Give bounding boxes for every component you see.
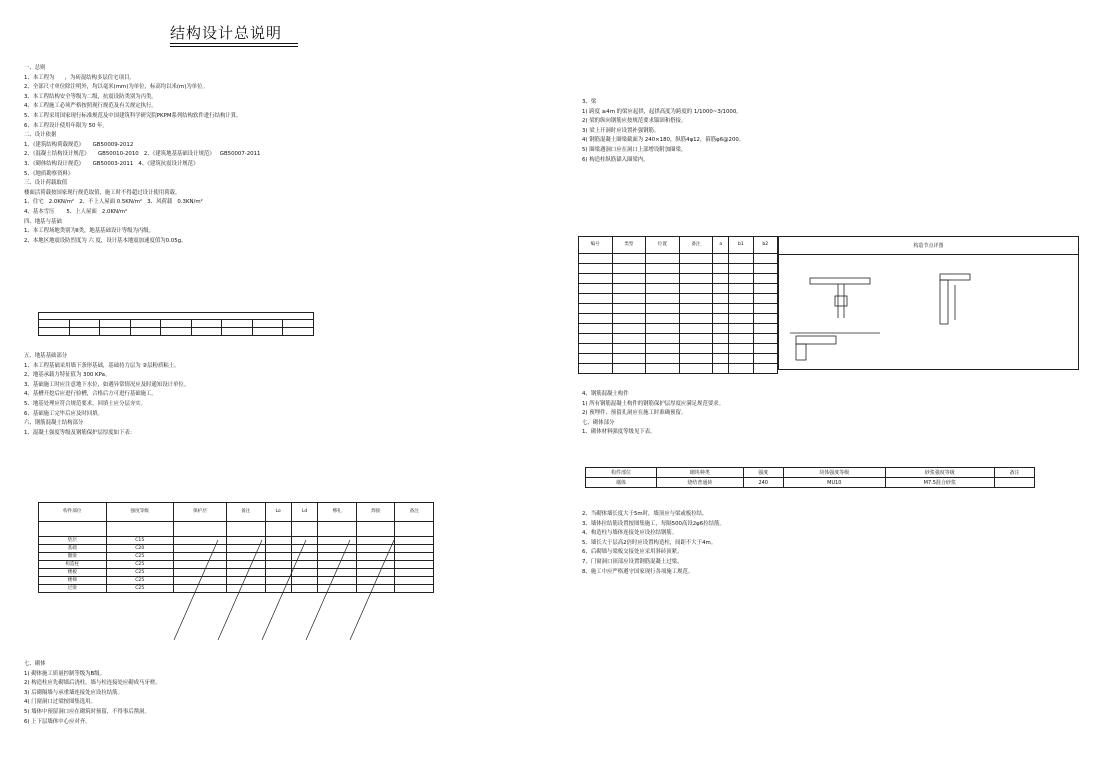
note-line: 1) 跨度 ≥4m 的梁应起拱，起拱高度为跨度的 1/1000~3/1000。 [582, 108, 742, 115]
note-line: 1、本工程为 ，为砖混结构多层住宅项目。 [24, 74, 135, 81]
note-line: 4、基槽开挖后应进行验槽，合格后方可进行基础施工。 [24, 391, 157, 398]
note-line: 5、本工程采用国家现行标准规范及中国建筑科学研究院PKPM系列结构软件进行结构计算。 [24, 112, 242, 119]
note-line: 6、本工程设计使用年限为 50 年。 [24, 122, 108, 129]
note-line: 4) 钢筋混凝土圈梁截面为 240×180，纵筋4φ12，箍筋φ6@200。 [582, 137, 745, 144]
note-line: 4、构造柱与墙体连接处应设拉结钢筋。 [582, 530, 678, 537]
col-header: 备注 [395, 503, 434, 522]
note-line: 5) 墙体中预留洞口应在砌筑时预留，不得事后凿洞。 [24, 708, 150, 715]
note-line: 3、《砌体结构设计规范》 GB50003-2011 4、《建筑抗震设计规范》 [24, 160, 199, 167]
note-line: 1、本工程基础采用墙下条形基础，基础持力层为 ②层粉质粘土。 [24, 362, 180, 369]
note-line: 2) 梁的纵向钢筋应按规范要求锚固和搭接。 [582, 118, 687, 125]
section-heading: 三、设计荷载取值 [24, 180, 68, 187]
note-line: 6、基础施工完毕后应及时回填。 [24, 410, 103, 417]
col-header: 绑扎 [318, 503, 357, 522]
note-line: 1) 砌体施工质量控制等级为B级。 [24, 670, 106, 677]
col-header: 砌块种类 [657, 468, 744, 478]
section-heading: 五、地基基础部分 [24, 353, 68, 359]
section-heading: 六、钢筋混凝土结构部分 [24, 420, 84, 427]
note-line: 4、本工程施工必须严格按照现行规范及有关规定执行。 [24, 103, 157, 110]
note-line: 2、当砌体墙长度大于5m时，墙顶应与梁或板拉结。 [582, 511, 708, 517]
col-header: 焊接 [356, 503, 395, 522]
note-line: 2) 预埋件、预留孔洞应在施工时准确预留。 [582, 410, 687, 417]
note-line: 1、《建筑结构荷载规范》 GB50009-2012 [24, 141, 134, 148]
cell: C25 [106, 569, 174, 577]
note-line: 2) 构造柱应先砌墙后浇柱，墙与柱连接处应砌成马牙槎。 [24, 680, 161, 687]
cell: 240 [743, 478, 783, 488]
col-header: b1 [729, 237, 753, 254]
detail-sketch [790, 274, 970, 360]
cell: C25 [106, 577, 174, 585]
note-line: 2、地基承载力特征值为 300 KPa。 [24, 372, 111, 379]
note-line: 3) 后砌隔墙与承重墙连接处应设拉结筋。 [24, 689, 123, 696]
note-line: 楼面活荷载按国家现行规范取值，施工时不得超过设计使用荷载。 [24, 189, 181, 196]
diagonal-hatch [174, 540, 394, 640]
cell: 楼梯 [39, 577, 107, 585]
note-line: 4、基本雪压 5、上人屋面 2.0KN/m² [24, 208, 128, 215]
note-line: 4) 门窗洞口过梁按图集选用。 [24, 699, 96, 706]
note-line: 2、全部尺寸单位除注明外，均以毫米(mm)为单位，标高均以米(m)为单位。 [24, 84, 208, 91]
col-header: Lo [265, 503, 291, 522]
note-line: 1) 所有钢筋混凝土构件的钢筋保护层厚度应满足规范要求。 [582, 400, 725, 407]
note-line: 7、门窗洞口顶部应设置钢筋混凝土过梁。 [582, 558, 683, 565]
col-header: 备注 [227, 503, 266, 522]
section-heading: 七、砌体 [24, 661, 46, 667]
section-heading: 4、钢筋混凝土构件 [582, 391, 629, 397]
note-line: 5) 圈梁遇洞口应在洞口上部增设附加圈梁。 [582, 146, 687, 153]
cell: C25 [106, 561, 174, 569]
note-line: 1、混凝土强度等级及钢筋保护层厚度如下表： [24, 429, 136, 436]
cell: 垫层 [39, 537, 107, 545]
col-header: 强度 [743, 468, 783, 478]
note-line: 3、基础施工时应注意地下水位，如遇异常情况应及时通知设计单位。 [24, 381, 190, 388]
note-line: 2、本地区地震设防烈度为 六 度，设计基本地震加速度值为0.05g。 [24, 237, 187, 244]
cell: 基础 [39, 545, 107, 553]
col-header: Ld [291, 503, 318, 522]
note-line: 3、本工程结构安全等级为二级，抗震设防类别为丙类。 [24, 93, 157, 100]
cell: 构造柱 [39, 561, 107, 569]
col-header: 砂浆强度等级 [885, 468, 994, 478]
col-header: 备注 [679, 237, 713, 254]
cell: 墙体 [586, 478, 657, 488]
section-heading: 二、设计依据 [24, 132, 57, 139]
cell: C25 [106, 585, 174, 593]
note-line: 3、墙体拉结筋设置按图集施工，每隔500高设2φ6拉结筋。 [582, 520, 725, 527]
cell: 过梁 [39, 585, 107, 593]
col-header: 强度等级 [106, 503, 174, 522]
col-header: 编号 [579, 237, 613, 254]
note-line: 5、地基处理应符合规范要求，回填土应分层夯实。 [24, 400, 147, 407]
detail-header: 构造节点详图 [778, 236, 1079, 254]
cell: 楼板 [39, 569, 107, 577]
col-header: 备注 [994, 468, 1034, 478]
note-line: 6、后砌墙与梁板交接处应采用斜砖顶紧。 [582, 549, 683, 556]
cell: 圈梁 [39, 553, 107, 561]
cell: C15 [106, 537, 174, 545]
note-line: 8、施工中应严格遵守国家现行各项施工规范。 [582, 568, 694, 575]
section-heading: 一、总则 [24, 65, 46, 71]
cell: MU10 [783, 478, 885, 488]
cell: C20 [106, 545, 174, 553]
col-header: 构件部位 [586, 468, 657, 478]
col-header: a [713, 237, 729, 254]
cell: C25 [106, 553, 174, 561]
note-line: 3) 梁上开洞时应设置补强钢筋。 [582, 127, 660, 134]
col-header: 块体强度等级 [783, 468, 885, 478]
col-header: 类型 [612, 237, 646, 254]
col-header: 构件部位 [39, 503, 107, 522]
note-line: 2、《混凝土结构设计规范》 GB50010-2010 2、《建筑地基基础设计规范》 GB50007-2011 [24, 151, 261, 158]
note-line: 5、墙长大于层高2倍时应设置构造柱，间距不大于4m。 [582, 539, 717, 546]
col-header: 保护层 [174, 503, 227, 522]
section-heading: 四、地基与基础 [24, 218, 62, 225]
col-header: 位置 [646, 237, 680, 254]
cell: M7.5混合砂浆 [885, 478, 994, 488]
page-title: 结构设计总说明 [170, 24, 283, 42]
note-line: 5、《地质勘察资料》 [24, 170, 74, 177]
note-line: 1、本工程场地类别为Ⅱ类，地基基础设计等级为丙级。 [24, 228, 155, 235]
note-line: 6) 构造柱纵筋锚入圈梁内。 [582, 156, 649, 163]
section-heading: 七、砌体部分 [582, 419, 615, 426]
note-line: 1、砌体材料强度等级见下表。 [582, 429, 656, 436]
col-header: b2 [753, 237, 777, 254]
note-line: 1、住宅 2.0KN/m² 2、不上人屋面 0.5KN/m² 3、风荷载 0.3KN/m² [24, 199, 203, 206]
cell: 烧结普通砖 [657, 478, 744, 488]
note-line: 6) 上下层墙体中心应对齐。 [24, 718, 91, 725]
section-heading: 3、梁 [582, 99, 597, 105]
